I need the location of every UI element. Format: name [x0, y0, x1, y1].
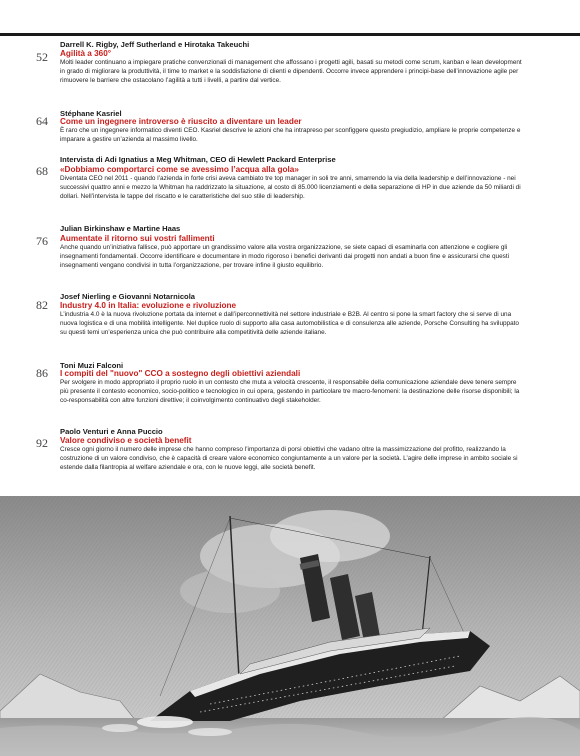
- article-title[interactable]: I compiti del "nuovo" CCO a sostegno degli obiettivi aziendali: [60, 369, 301, 378]
- page-number: 64: [36, 114, 48, 128]
- article-title[interactable]: Aumentate il ritorno sui vostri fallimenti: [60, 234, 215, 243]
- page-number: 52: [36, 50, 48, 64]
- article-summary: Molti leader continuano a impiegare pratiche convenzionali di management che affossano i progetti agili, basati su metodi come scrum, kanban e lean development in grado di migliorare la produttività, il time to market e la soddisfazione di clienti e dipendenti. Occorre invece apprendere i principi-base dell’innovazione agile per rimuovere le barriere che ostacolano l’agilità a tutti i livelli, a partire dal vertice.: [60, 59, 522, 84]
- article-summary: Per svolgere in modo appropriato il proprio ruolo in un contesto che muta a velocità crescente, il responsabile della comunicazione aziendale deve tenere sempre più presente il contesto economico, socio-politico e tecnologico in cui opera, gestendo in particolare tre macro-fenomeni: la destinazione delle risorse disponibili; la co-responsabilità con altre funzioni direttive; il coinvolgimento continuativo degli stakeholder.: [60, 379, 520, 404]
- page-number: 82: [36, 298, 48, 312]
- article-authors: Josef Nierling e Giovanni Notarnicola: [60, 292, 196, 301]
- article-summary: Diventata CEO nel 2011 - quando l’azienda in forte crisi aveva cambiato tre top manager in soli tre anni, smarrendo la via della leadership e dell’innovazione - nei successivi quattro anni e mezzo la Whitman ha raddrizzato la situazione, al costo di 85.000 licenziamenti e della separazione di HP in due aziende da 50 miliardi di dollari. Nell’intervista le tappe del riscatto e le caratteristiche del suo stile di leadership.: [60, 175, 521, 200]
- article-authors: Paolo Venturi e Anna Puccio: [60, 427, 163, 436]
- page-number: 76: [36, 234, 48, 248]
- article-summary: Anche quando un’iniziativa fallisce, può apportare un grandissimo valore alla vostra organizzazione, se siete capaci di esaminarla con attenzione e cogliere gli insegnamenti fondamentali. Occorre identificare e documentare in modo rigoroso i benefici derivanti dai progetti non andati a buon fine e assicurarsi che questi insegnamenti vengano condivisi in tutta l’organizzazione, per trovare infine il giusto equilibrio.: [60, 244, 510, 269]
- sinking-ship-illustration: [0, 496, 580, 756]
- article-title[interactable]: Agilità a 360°: [60, 49, 112, 58]
- article-authors: Toni Muzi Falconi: [60, 361, 124, 370]
- article-authors: Darrell K. Rigby, Jeff Sutherland e Hirotaka Takeuchi: [60, 40, 250, 49]
- page-number: 92: [36, 436, 48, 450]
- top-rule: [0, 33, 580, 36]
- article-title[interactable]: Valore condiviso e società benefit: [60, 436, 192, 445]
- article-summary: Cresce ogni giorno il numero delle imprese che hanno compreso l’importanza di porsi obiettivi che vadano oltre la massimizzazione del profitto, realizzando la costruzione di un valore condiviso, che è capacità di creare valore economico congiuntamente a un valore per la società. L’agire delle imprese in ambito sociale si estende dalla filantropia al welfare aziendale e ora, con le nuove leggi, alle società benefit.: [60, 446, 518, 471]
- article-summary: L’industria 4.0 è la nuova rivoluzione portata da internet e dall’iperconnettività nel settore industriale e B2B. Al centro si pone la smart factory che si serve di una nuova logistica e di una mobilità intelligente. Nel duplice ruolo di supporto alla casa automobilistica e di consulenza alle aziende, Porsche Consulting ha sviluppato su questi temi un’esperienza unica che può contribuire alla competitività delle aziende italiane.: [60, 311, 519, 336]
- article-title[interactable]: Industry 4.0 in Italia: evoluzione e rivoluzione: [60, 301, 237, 310]
- article-authors: Intervista di Adi Ignatius a Meg Whitman, CEO di Hewlett Packard Enterprise: [60, 155, 336, 164]
- article-summary: È raro che un ingegnere informatico diventi CEO. Kasriel descrive le azioni che ha intrapreso per sconfiggere questo pregiudizio, ampliare le proprie competenze e imparare a gestire un’azienda al massimo livello.: [60, 127, 521, 143]
- page-number: 86: [36, 366, 48, 380]
- page-number: 68: [36, 164, 48, 178]
- article-title[interactable]: Come un ingegnere introverso è riuscito a diventare un leader: [60, 117, 302, 126]
- article-title[interactable]: «Dobbiamo comportarci come se avessimo l’acqua alla gola»: [60, 165, 299, 174]
- article-authors: Stéphane Kasriel: [60, 109, 122, 118]
- article-authors: Julian Birkinshaw e Martine Haas: [60, 224, 181, 233]
